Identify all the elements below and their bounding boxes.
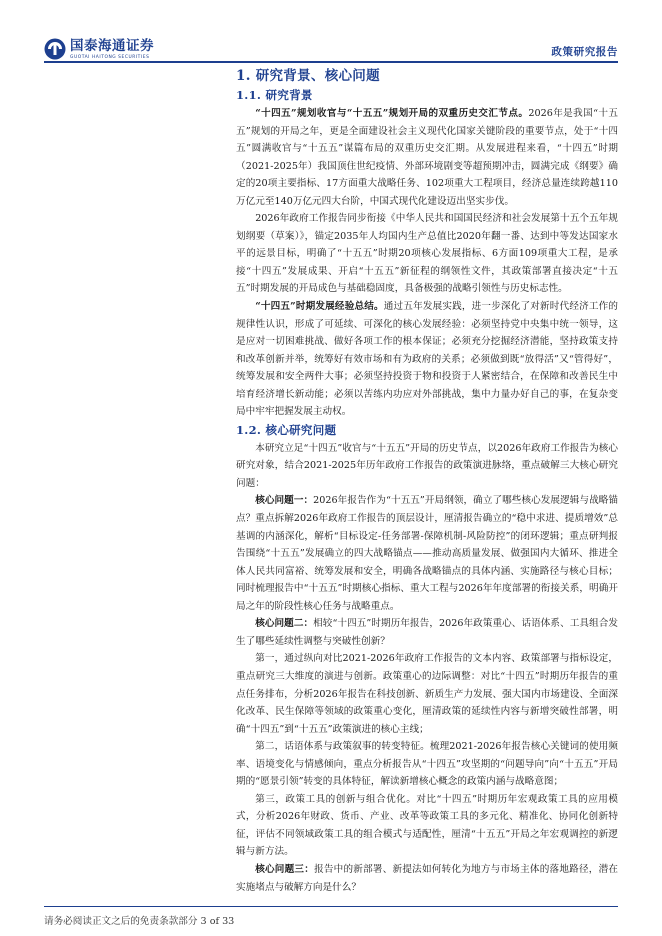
logo-icon [44, 38, 66, 60]
paragraph-intro: 本研究立足“十四五”收官与“十五五”开局的历史节点，以2026年政府工作报告为核心研究对象，结合2021-2025年历年政府工作报告的政策演进脉络，重点破解三大核心研究问题： [236, 442, 618, 489]
company-logo [44, 38, 154, 61]
question-label: 核心问题三： [255, 863, 315, 875]
paragraph-lead: “十四五”规划收官与“十五五”规划开局的双重历史交汇节点。 [255, 108, 529, 119]
paragraph-dimension-3: 第三，政策工具的创新与组合优化。对比“十四五”时期历年宏观政策工具的应用模式，分析2026年财政、货币、产业、改革等政策工具的多元化、精准化、协同化创新特征，评估不同领域政策工具的组合模式与适配性，厘清“十五五”开局之年宏观调控的新逻辑与新方法。 [236, 793, 618, 858]
subsection-title-background: 1.1. 研究背景 [236, 88, 313, 102]
footer-divider [44, 906, 618, 907]
main-content [236, 66, 618, 896]
report-type-label: 政策研究报告 [551, 46, 618, 58]
paragraph-background-2: 2026年政府工作报告同步衔接《中华人民共和国国民经济和社会发展第十五个五年规划纲要（草案）》，锚定2035年人均国内生产总值比2020年翻一番、达到中等发达国家水平的远景目标，明确了“十五五”时期20项核心发展指标、6方面109项重大工程，是承接“十四五”发展成果、开启“十五五”新征程的纲领性文件，其政策部署直接决定“十五五”时期发展的开局成色与基础稳固度，具备极强的战略引领性与历史标志性。 [236, 213, 618, 295]
question-label: 核心问题一： [255, 495, 314, 507]
paragraph-question-3: 核心问题三：报告中的新部署、新提法如何转化为地方与市场主体的落地路径，潜在实施堵点与破解方向是什么？ [236, 863, 618, 893]
page-header [0, 0, 662, 64]
paragraph-lead: “十四五”时期发展经验总结。 [255, 301, 384, 313]
logo-name-cn: 国泰海通证券 [70, 38, 154, 54]
paragraph-question-1: 核心问题一：2026年报告作为“十五五”开局纲领，确立了哪些核心发展逻辑与战略锚点？重点拆解2026年政府工作报告的顶层设计，厘清报告确立的“稳中求进、提质增效”总基调的内涵深化，解析“目标设定-任务部署-保障机制-风险防控”的闭环逻辑；重点研判报告围绕“十五五”发展确立的四大战略锚点——推动高质量发展、做强国内大循环、推进全体人民共同富裕、统筹发展和安全，明确各战略锚点的具体内涵、实施路径与核心目标；同时梳理报告中“十五五”时期核心指标、重大工程与2026年年度部署的衔接关系，明确开局之年的阶段性核心任务与战略重点。 [236, 495, 618, 612]
paragraph-dimension-2: 第二，话语体系与政策叙事的转变特征。梳理2021-2026年报告核心关键词的使用频率、语境变化与情感倾向，重点分析报告从“十四五”攻坚期的“问题导向”向“十五五”开局期的“愿景引领”转变的具体特征，解读新增核心概念的政策内涵与战略意图； [236, 741, 618, 788]
header-divider [44, 61, 618, 63]
subsection-title-questions: 1.2. 核心研究问题 [236, 422, 337, 437]
logo-name-en: GUOTAI HAITONG SECURITIES [70, 55, 150, 60]
paragraph-experience: “十四五”时期发展经验总结。通过五年发展实践，进一步深化了对新时代经济工作的规律性认识，形成了可延续、可深化的核心发展经验：必须坚持党中央集中统一领导，这是应对一切困难挑战、做好各项工作的根本保证；必须充分挖掘经济潜能，坚持政策支持和改革创新并举，统筹好有效市场和有为政府的关系；必须做到既“放得活”又“管得好”，统筹发展和安全两件大事；必须坚持投资于物和投资于人紧密结合，在保障和改善民生中培育经济增长新动能；必须以苦练内功应对外部挑战，集中力量办好自己的事，在复杂变局中牢牢把握发展主动权。 [236, 301, 618, 418]
paragraph-background-1: “十四五”规划收官与“十五五”规划开局的双重历史交汇节点。2026年是我国“十五五”规划的开局之年，更是全面建设社会主义现代化国家关键阶段的重要节点，处于“十四五”圆满收官与“十五五”谋篇布局的双重历史交汇期。从发展进程来看，“十四五”时期（2021-2025年）我国顶住世纪疫情、外部环境剧变等超预期冲击，圆满完成《纲要》确定的20项主要指标、17方面重大战略任务、102项重大工程项目，经济总量连续跨越110万亿元至140万亿元四大台阶，中国式现代化建设迈出坚实步伐。 [236, 108, 618, 207]
page-footer: 请务必阅读正文之后的免责条款部分 3 of 33 [44, 916, 235, 927]
section-title: 1. 研究背景、核心问题 [236, 68, 380, 84]
question-label: 核心问题二： [255, 618, 314, 630]
paragraph-dimension-1: 第一，通过纵向对比2021-2026年政府工作报告的文本内容、政策部署与指标设定，重点研究三大维度的演进与创新。政策重心的边际调整：对比“十四五”时期历年报告的重点任务排布，分析2026年报告在科技创新、新质生产力发展、强大国内市场建设、全面深化改革、民生保障等领域的政策重心变化，厘清政策的延续性内容与新增突破性部署，明确“十四五”到“十五五”政策演进的核心主线； [236, 653, 618, 735]
paragraph-question-2: 核心问题二：相较“十四五”时期历年报告，2026年政策重心、话语体系、工具组合发生了哪些延续性调整与突破性创新？ [236, 618, 618, 647]
